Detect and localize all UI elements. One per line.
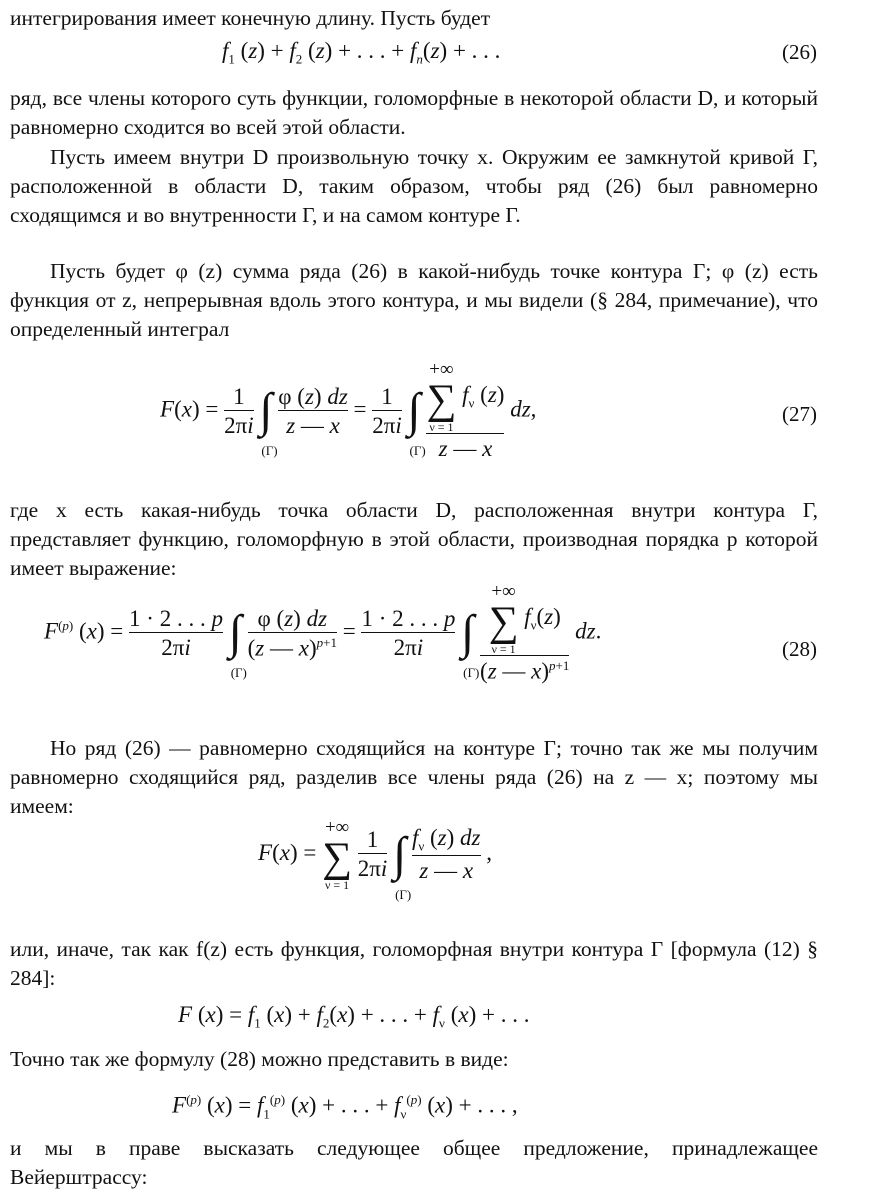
paragraph-contour: Пусть имеем внутри D произвольную точку x. Окружим ее замкнутой кривой Γ, расположенной в области D, таким образом, чтобы ряд (26) был равномерно сходящимся и во внутренности Γ, и на самом контуре Γ.: [10, 145, 818, 227]
formula-26: $f_1$ $(z) + f_2$ (z) + . . . + $f_n(z)$ + . . .: [222, 38, 501, 67]
paragraph-intro: интегрирования имеет конечную длину. Пусть будет: [10, 6, 491, 30]
paragraph-uniform-convergence: Но ряд (26) — равномерно сходящийся на контуре Γ; точно так же мы получим равномерно сходящийся ряд, разделив все члены ряда (26) на z — x; поэтому мы имеем:: [10, 736, 818, 818]
formula-series-integral: F(x) = +∞ ∑ ν = 1 $\frac{1}{2\pi i}$ ∫ (Γ) $\frac{f_\nu (z) dz}{z — x}$ ,: [258, 817, 492, 902]
paragraph-formula-12: или, иначе, так как f(z) есть функция, голоморфная внутри контура Γ [формула (12) § 284]:: [10, 937, 818, 990]
equation-number-26: (26): [782, 40, 817, 64]
formula-28: $F^{(p)}$ (x) = $\frac{1 \cdot 2 . . . p}{2\pi i}$ ∫ (Γ) $\frac{\varphi (z) dz}{(z — x)^{p+1}}$ = $\frac{1 \cdot 2 . . . p}{2\pi i}$ ∫ (Γ) +∞ ∑ ν = 1 $f_\nu(z)$ (z — x)$^{p+1}$ dz.: [44, 581, 602, 684]
paragraph-series-description: ряд, все члены которого суть функции, голоморфные в некоторой области D, и который равномерно сходится во всей этой области.: [10, 86, 818, 139]
paragraph-sum-function: Пусть будет φ (z) сумма ряда (26) в какой-нибудь точке контура Γ; φ (z) есть функция от z, непрерывная вдоль этого контура, и мы видели (§ 284, примечание), что определенный интеграл: [10, 259, 818, 341]
equation-number-28: (28): [782, 637, 817, 661]
formula-series-expansion: F $(x) = f_1$ $(x) + f_2(x)$ + . . . + $f_\nu$ (x) + . . .: [178, 1002, 530, 1031]
equation-number-27: (27): [782, 402, 817, 426]
paragraph-formula-28: Точно так же формулу (28) можно представить в виде:: [10, 1047, 509, 1071]
formula-27: F(x) = $\frac{1}{2\pi i}$ ∫ (Γ) $\frac{\varphi (z) dz}{z — x}$ = $\frac{1}{2\pi i}$ ∫ (Γ) +∞ ∑ ν = 1 $f_\nu$ (z) z — x dz,: [160, 359, 537, 461]
paragraph-holomorphic: где x есть какая-нибудь точка области D, расположенная внутри контура Γ, представляет функцию, голоморфную в этой области, производная порядка p которой имеет выражение:: [10, 498, 818, 580]
formula-derivative-series: $F^{(p)}$ $(x) = f_1^{(p)}$ (x) + . . . + $f_\nu^{(p)}$ (x) + . . . ,: [172, 1092, 518, 1122]
paragraph-weierstrass: и мы в праве высказать следующее общее предложение, принадлежащее Вейерштрассу:: [10, 1136, 818, 1189]
